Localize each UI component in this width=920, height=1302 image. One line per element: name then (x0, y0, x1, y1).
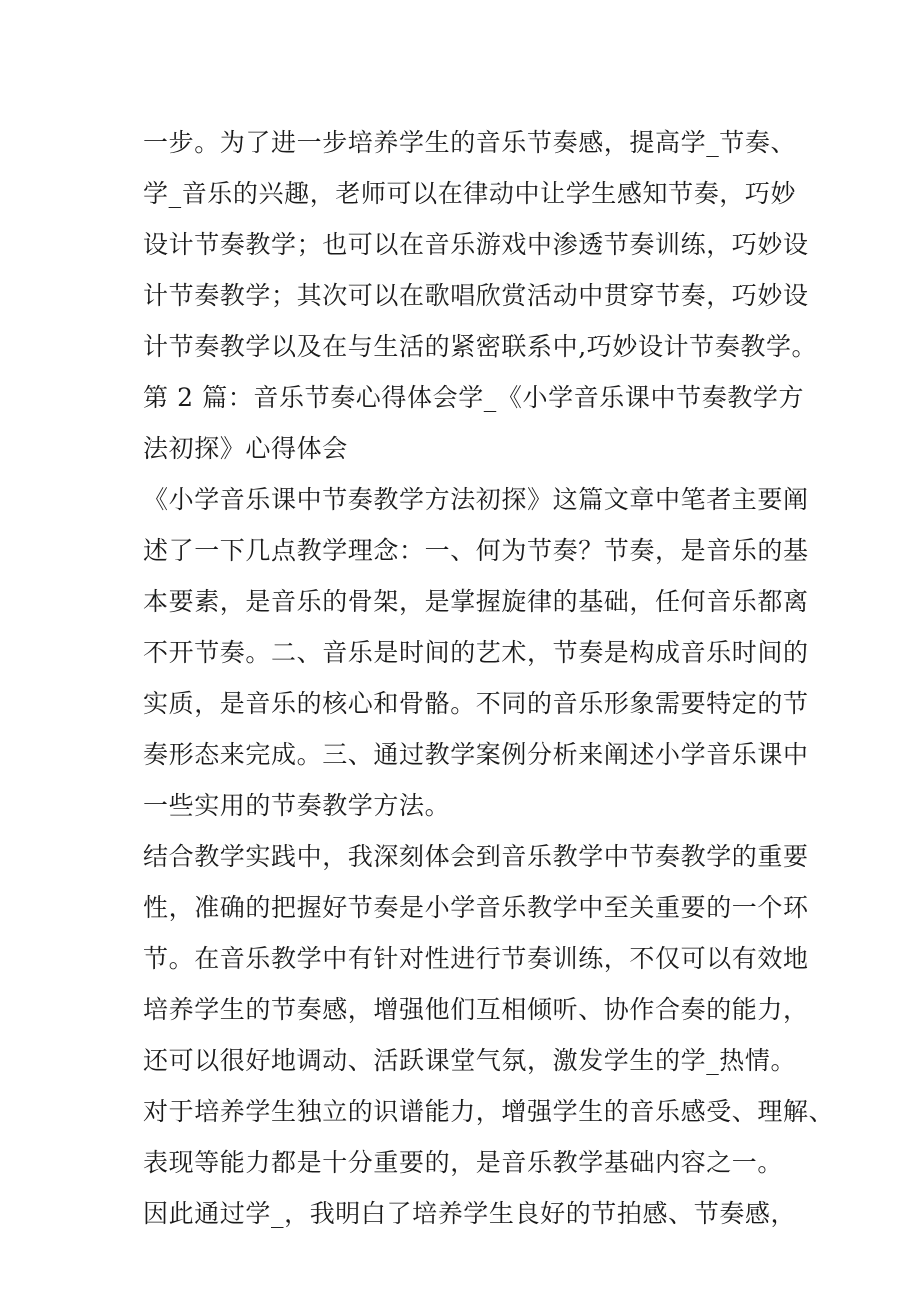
text-line: 计节奏教学以及在与生活的紧密联系中,巧妙设计节奏教学。 (143, 332, 818, 361)
body-text (143, 117, 835, 1239)
text-line: 述了一下几点教学理念：一、何为节奏？节奏，是音乐的基 (143, 536, 809, 565)
text-line: 因此通过学_，我明白了培养学生良好的节拍感、节奏感， (143, 1199, 797, 1228)
section-heading-line: 第 2 篇：音乐节奏心得体会学_《小学音乐课中节奏教学方 (143, 383, 805, 412)
text-line: 《小学音乐课中节奏教学方法初探》这篇文章中笔者主要阐 (143, 485, 809, 514)
text-line: 还可以很好地调动、活跃课堂气氛，激发学生的学_热情。 (143, 1046, 797, 1075)
text-line: 设计节奏教学；也可以在音乐游戏中渗透节奏训练，巧妙设 (143, 230, 809, 259)
text-line: 一些实用的节奏教学方法。 (143, 791, 451, 820)
text-line: 计节奏教学；其次可以在歌唱欣赏活动中贯穿节奏，巧妙设 (143, 281, 809, 310)
text-line: 不开节奏。二、音乐是时间的艺术，节奏是构成音乐时间的 (143, 638, 809, 667)
text-line: 对于培养学生独立的识谱能力，增强学生的音乐感受、理解、 (143, 1097, 835, 1126)
text-line: 学_音乐的兴趣，老师可以在律动中让学生感知节奏，巧妙 (143, 179, 797, 208)
text-line: 奏形态来完成。三、通过教学案例分析来阐述小学音乐课中 (143, 740, 809, 769)
text-line: 本要素，是音乐的骨架，是掌握旋律的基础，任何音乐都离 (143, 587, 809, 616)
text-line: 培养学生的节奏感，增强他们互相倾听、协作合奏的能力， (143, 995, 809, 1024)
text-line: 节。在音乐教学中有针对性进行节奏训练，不仅可以有效地 (143, 944, 809, 973)
text-line: 表现等能力都是十分重要的，是音乐教学基础内容之一。 (143, 1148, 784, 1177)
text-line: 性，准确的把握好节奏是小学音乐教学中至关重要的一个环 (143, 893, 809, 922)
text-line: 结合教学实践中，我深刻体会到音乐教学中节奏教学的重要 (143, 842, 809, 871)
text-line: 实质，是音乐的核心和骨骼。不同的音乐形象需要特定的节 (143, 689, 809, 718)
text-line: 一步。为了进一步培养学生的音乐节奏感，提高学_节奏、 (143, 128, 797, 157)
section-heading-line: 法初探》心得体会 (143, 434, 348, 463)
